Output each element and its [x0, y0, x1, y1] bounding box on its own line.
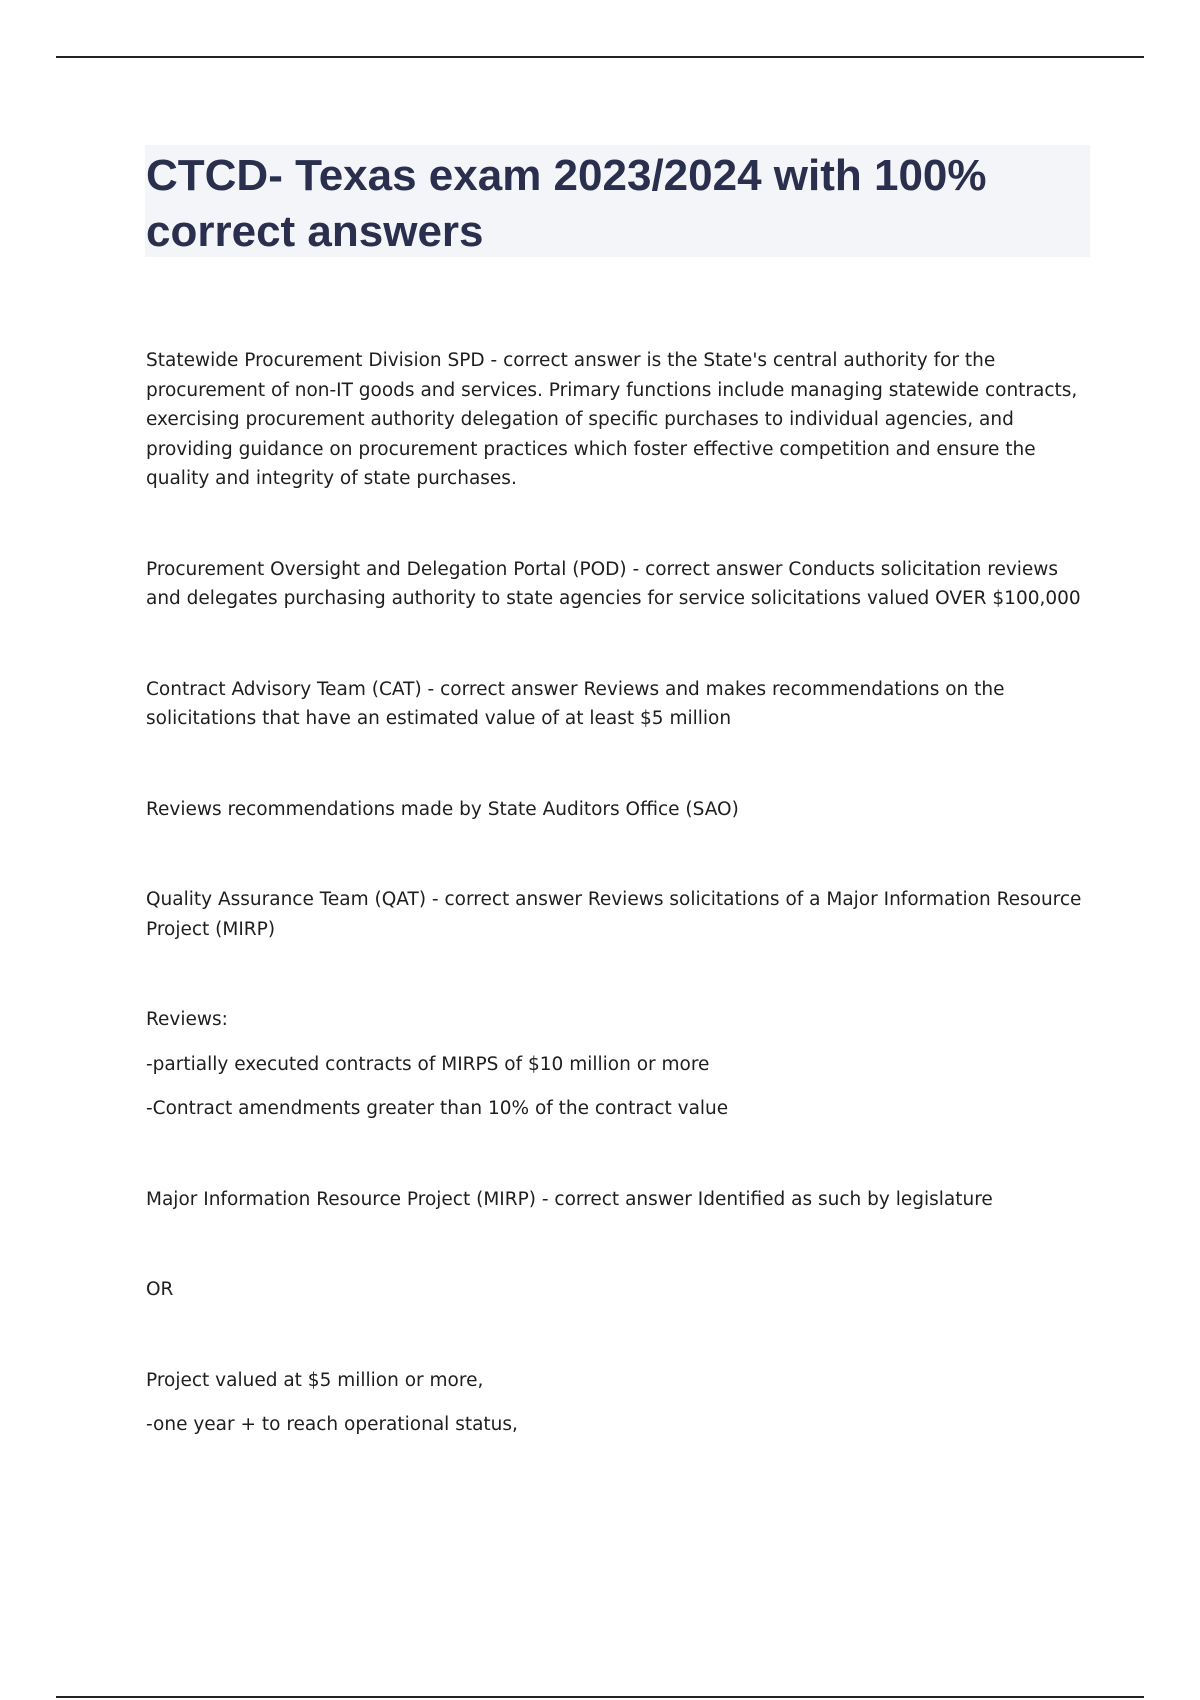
paragraph-reviews-heading: Reviews: [146, 1009, 228, 1030]
paragraph-sao: Reviews recommendations made by State Auditors Office (SAO) [146, 798, 739, 820]
paragraph-reviews-item-2: -Contract amendments greater than 10% of the contract value [146, 1098, 729, 1119]
paragraph-qat: Quality Assurance Team (QAT) - correct answer Reviews solicitations of a Major Information Resource Project (MIRP) [146, 889, 1082, 940]
paragraph-spd: Statewide Procurement Division SPD - correct answer is the State's central authority for the procurement of non-IT goods and services. Primary functions include managing statewide contracts, exercising procurement authority delegation of specific purchases to individual agencies, and providing guidance on procurement practices which foster effective competition and ensure the quality and integrity of state purchases. [146, 350, 1078, 489]
document-title: CTCD- Texas exam 2023/2024 with 100% correct answers [146, 151, 987, 256]
paragraph-or: OR [146, 1279, 174, 1300]
paragraph-reviews-item-1: -partially executed contracts of MIRPS of $10 million or more [146, 1053, 710, 1075]
bottom-divider [56, 1696, 1144, 1698]
paragraph-cat: Contract Advisory Team (CAT) - correct answer Reviews and makes recommendations on the solicitations that have an estimated value of at least $5 million [146, 678, 1005, 729]
paragraph-mirp: Major Information Resource Project (MIRP) - correct answer Identified as such by legislature [146, 1188, 993, 1210]
paragraph-pod: Procurement Oversight and Delegation Portal (POD) - correct answer Conducts solicitation reviews and delegates purchasing authority to state agencies for service solicitations valued OVER $100,000 [146, 558, 1081, 609]
document-body [146, 346, 1086, 1440]
top-divider [56, 56, 1144, 58]
paragraph-project-value: Project valued at $5 million or more, [146, 1369, 484, 1391]
paragraph-operational-status: -one year + to reach operational status, [146, 1414, 518, 1435]
